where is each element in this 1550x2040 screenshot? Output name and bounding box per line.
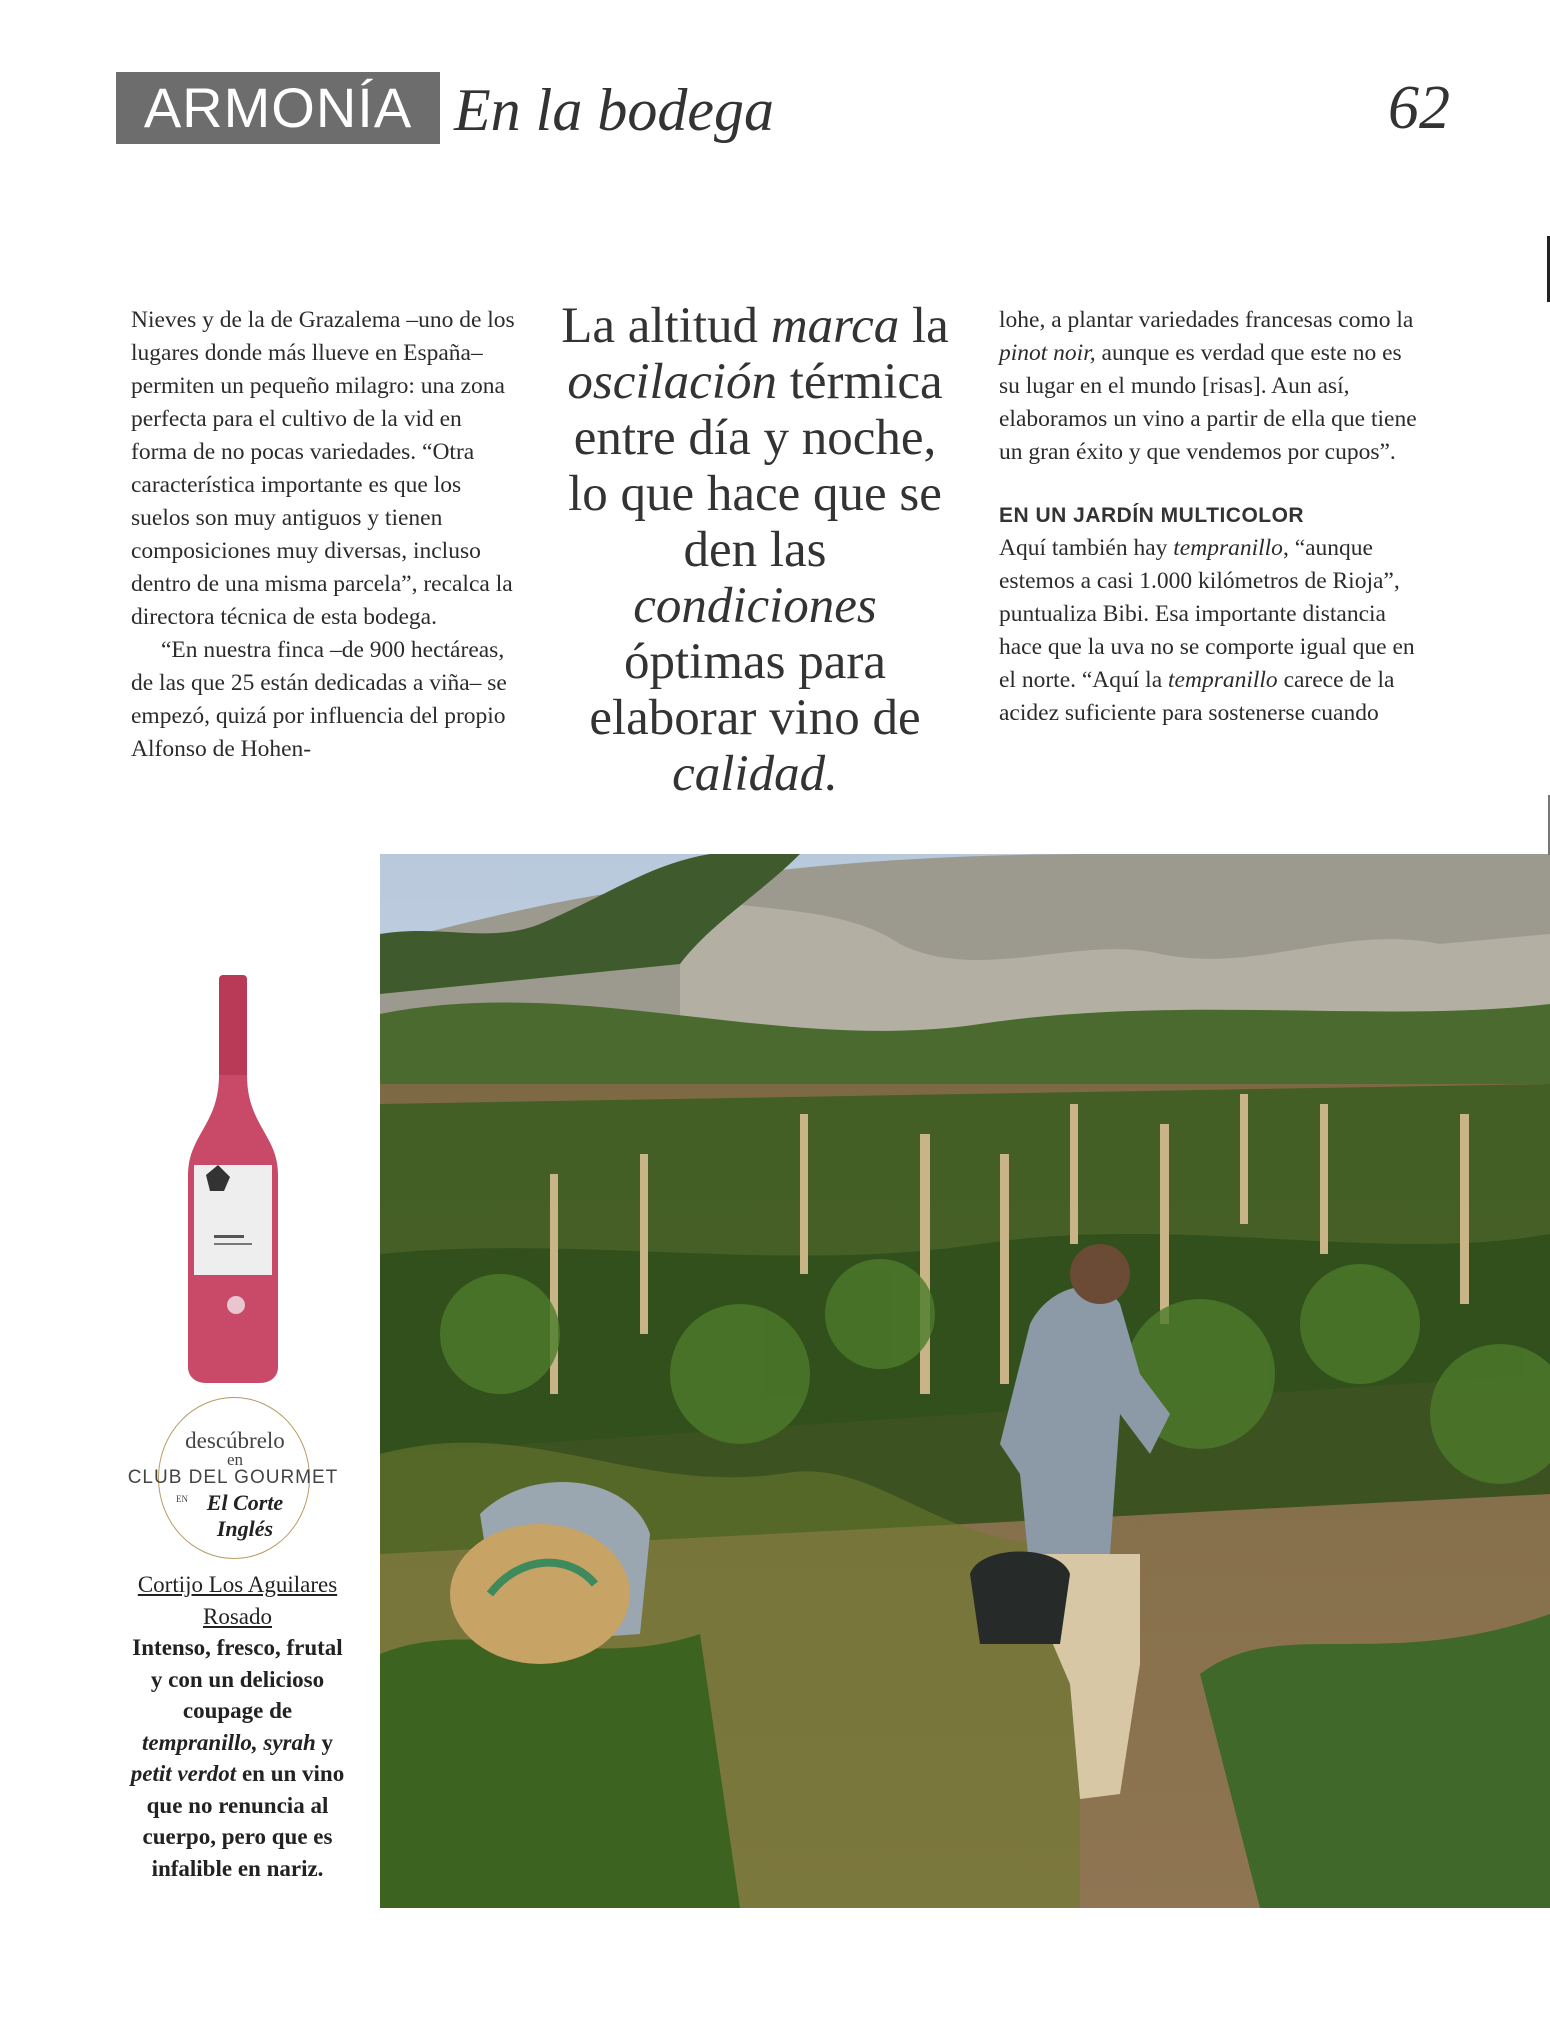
wine-name: Cortijo Los Aguilares Rosado bbox=[137, 1572, 338, 1629]
left-paragraph-1: Nieves y de la de Grazalema –uno de los lugares donde más llueve en España– permiten un pequeño milagro: una zona perfecta para el cultivo de la vid en forma de no pocas variedades. “Otra característica importante es que los suelos son muy antiguos y tienen composiciones muy diversas, incluso dentro de una misma parcela”, recalca la directora técnica de esta bodega. bbox=[131, 307, 515, 630]
badge-line: descúbrelo bbox=[185, 1428, 285, 1453]
right-column bbox=[999, 304, 1419, 730]
caption-text: en un vino que no renuncia al cuerpo, pero que es infalible en nariz. bbox=[142, 1761, 345, 1881]
badge-line: en bbox=[226, 1450, 244, 1469]
pull-quote-emphasis: oscilación bbox=[567, 354, 777, 410]
page-number: 62 bbox=[1388, 74, 1450, 142]
text-run: Aquí también hay bbox=[999, 535, 1174, 561]
caption-text: y bbox=[315, 1729, 334, 1755]
pull-quote bbox=[560, 298, 950, 802]
text-run: aunque es verdad que este no es su lugar en el mundo [risas]. Aun así, elaboramos un vino a partir de ella que tiene un gran éxito y que vendemos por cupos”. bbox=[999, 340, 1417, 465]
pull-quote-emphasis: condiciones bbox=[633, 578, 877, 634]
pull-quote-text: La altitud bbox=[561, 298, 771, 354]
left-column bbox=[131, 304, 523, 766]
wine-bottle-image bbox=[178, 975, 288, 1385]
vineyard-photo-illustration bbox=[380, 854, 1550, 1908]
text-run: , “aunque estemos a casi 1.000 kilómetros de Rioja”, puntualiza Bibi. Esa importante distancia hace que la uva no se comporte igual que en el norte. “Aquí la bbox=[999, 535, 1415, 693]
badge-brand: CLUB DEL GOURMET bbox=[127, 1467, 339, 1488]
caption-emphasis: tempranillo, syrah bbox=[141, 1729, 316, 1755]
text-emphasis: pinot noir, bbox=[999, 340, 1096, 366]
text-run: carece de la acidez suficiente para sostenerse cuando bbox=[999, 667, 1395, 726]
section-title: En la bodega bbox=[454, 77, 774, 143]
subheading: EN UN JARDÍN MULTICOLOR bbox=[999, 504, 1305, 527]
caption-emphasis: petit verdot bbox=[130, 1761, 237, 1786]
badge-small-text: EN bbox=[176, 1494, 188, 1504]
vineyard-photo bbox=[380, 854, 1550, 1908]
pull-quote-emphasis: marca bbox=[770, 298, 900, 354]
pull-quote-text: la bbox=[899, 298, 949, 354]
wine-caption bbox=[130, 1569, 345, 1884]
right-paragraph-1 bbox=[999, 304, 1419, 469]
text-run: lohe, a plantar variedades francesas como la bbox=[999, 307, 1414, 333]
left-paragraph-2: “En nuestra finca –de 900 hectáreas, de las que 25 están dedicadas a viña– se empezó, quizá por influencia del propio Alfonso de Hohen- bbox=[131, 637, 507, 762]
el-corte-ingles-logo: El Corte Inglés bbox=[206, 1490, 284, 1541]
section-tag: ARMONÍA bbox=[116, 72, 440, 144]
pull-quote-text: óptimas para elaborar vino de bbox=[589, 634, 921, 746]
text-emphasis: tempranillo bbox=[1173, 535, 1283, 561]
pull-quote-text: térmica entre día y noche, lo que hace que se den las bbox=[568, 354, 943, 578]
caption-text: Intenso, fresco, frutal y con un delicioso coupage de bbox=[132, 1635, 343, 1723]
right-paragraph-2 bbox=[999, 532, 1419, 730]
pull-quote-emphasis: calidad. bbox=[672, 746, 838, 802]
text-emphasis: tempranillo bbox=[1168, 667, 1278, 693]
